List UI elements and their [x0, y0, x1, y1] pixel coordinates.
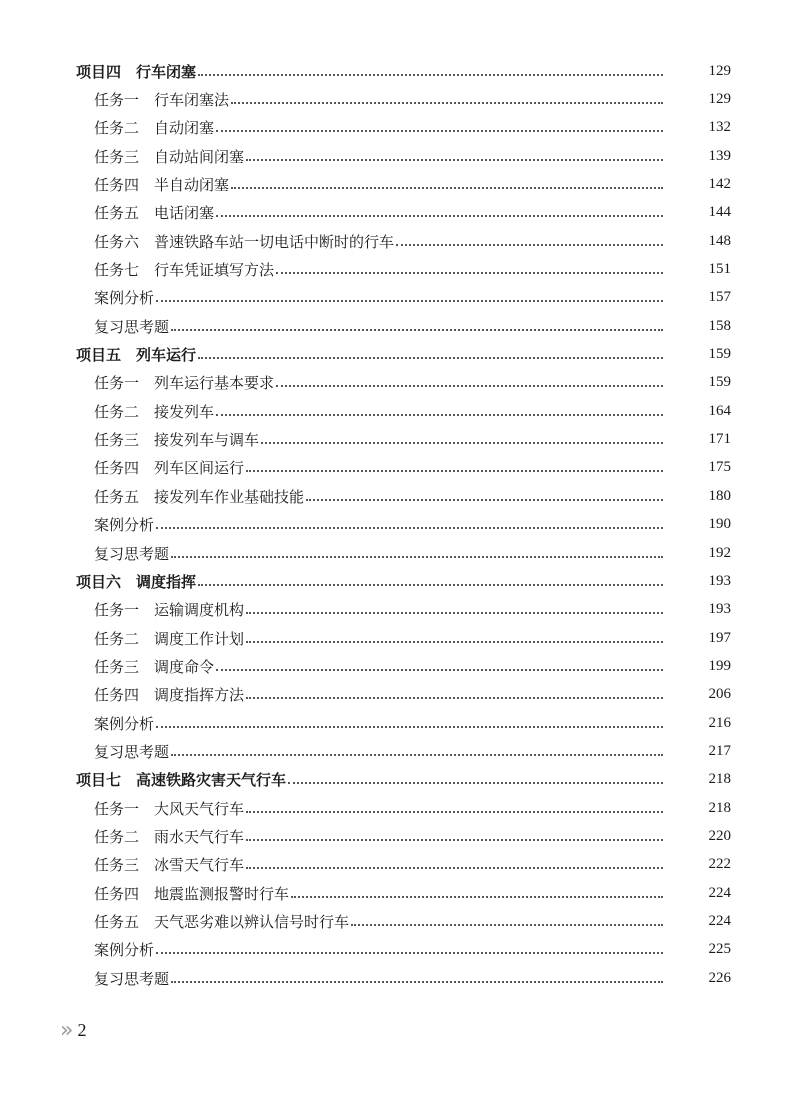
- toc-entry-page: 225: [708, 941, 731, 958]
- toc-entry-label: 任务三 接发列车与调车: [94, 431, 260, 450]
- toc-entry-label: 任务五 接发列车作业基础技能: [94, 487, 305, 506]
- toc-task-entry[interactable]: [0, 936, 790, 964]
- toc-task-entry[interactable]: [0, 822, 790, 850]
- dot-leader: [246, 611, 663, 614]
- toc-entry-label: 任务一 列车运行基本要求: [94, 374, 275, 393]
- dot-leader: [351, 923, 663, 926]
- dot-leader: [156, 725, 663, 728]
- toc-entry-label: 复习思考题: [94, 544, 170, 563]
- toc-entry-label: 项目五 列车运行: [76, 346, 197, 365]
- dot-leader: [171, 980, 663, 983]
- dot-leader: [246, 838, 663, 841]
- toc-entry-label: 任务一 行车闭塞法: [94, 91, 230, 110]
- toc-entry-label: 任务五 电话闭塞: [94, 204, 215, 223]
- toc-entry-label: 案例分析: [94, 289, 155, 308]
- toc-task-entry[interactable]: [0, 369, 790, 397]
- dot-leader: [288, 781, 663, 784]
- table-of-contents: [0, 57, 790, 992]
- dot-leader: [231, 186, 663, 189]
- toc-task-entry[interactable]: [0, 114, 790, 142]
- toc-entry-page: 158: [708, 317, 731, 334]
- toc-task-entry[interactable]: [0, 227, 790, 255]
- toc-entry-label: 任务三 调度命令: [94, 657, 215, 676]
- toc-task-entry[interactable]: [0, 596, 790, 624]
- toc-entry-label: 任务一 运输调度机构: [94, 601, 245, 620]
- toc-entry-page: 216: [708, 714, 731, 731]
- toc-entry-page: 180: [708, 487, 731, 504]
- toc-entry-page: 157: [708, 289, 731, 306]
- toc-entry-page: 206: [708, 686, 731, 703]
- toc-entry-page: 129: [708, 91, 731, 108]
- dot-leader: [246, 640, 663, 643]
- toc-task-entry[interactable]: [0, 624, 790, 652]
- toc-entry-label: 任务二 接发列车: [94, 402, 215, 421]
- toc-task-entry[interactable]: [0, 964, 790, 992]
- toc-entry-page: 129: [708, 62, 731, 79]
- toc-entry-label: 项目七 高速铁路灾害天气行车: [76, 771, 287, 790]
- toc-task-entry[interactable]: [0, 681, 790, 709]
- dot-leader: [216, 129, 663, 132]
- toc-entry-label: 任务二 雨水天气行车: [94, 827, 245, 846]
- toc-project-entry[interactable]: [0, 567, 790, 595]
- toc-entry-label: 任务五 天气恶劣难以辨认信号时行车: [94, 912, 350, 931]
- dot-leader: [246, 696, 663, 699]
- toc-entry-label: 任务七 行车凭证填写方法: [94, 261, 275, 280]
- toc-entry-page: 222: [708, 856, 731, 873]
- toc-entry-page: 159: [708, 346, 731, 363]
- toc-task-entry[interactable]: [0, 511, 790, 539]
- toc-entry-label: 复习思考题: [94, 742, 170, 761]
- toc-task-entry[interactable]: [0, 539, 790, 567]
- toc-entry-page: 144: [708, 204, 731, 221]
- dot-leader: [198, 583, 663, 586]
- toc-task-entry[interactable]: [0, 85, 790, 113]
- toc-task-entry[interactable]: [0, 652, 790, 680]
- toc-entry-page: 159: [708, 374, 731, 391]
- toc-entry-label: 任务四 地震监测报警时行车: [94, 884, 290, 903]
- toc-entry-page: 226: [708, 969, 731, 986]
- toc-entry-page: 164: [708, 402, 731, 419]
- toc-entry-label: 任务三 自动站间闭塞: [94, 147, 245, 166]
- toc-entry-label: 任务四 半自动闭塞: [94, 176, 230, 195]
- toc-entry-label: 任务四 列车区间运行: [94, 459, 245, 478]
- toc-entry-page: 190: [708, 516, 731, 533]
- dot-leader: [291, 895, 663, 898]
- toc-task-entry[interactable]: [0, 199, 790, 227]
- dot-leader: [261, 441, 663, 444]
- toc-entry-label: 任务二 调度工作计划: [94, 629, 245, 648]
- dot-leader: [156, 299, 663, 302]
- toc-task-entry[interactable]: [0, 907, 790, 935]
- toc-entry-label: 任务三 冰雪天气行车: [94, 856, 245, 875]
- dot-leader: [216, 668, 663, 671]
- toc-entry-page: 132: [708, 119, 731, 136]
- toc-task-entry[interactable]: [0, 284, 790, 312]
- toc-entry-label: 任务一 大风天气行车: [94, 799, 245, 818]
- toc-task-entry[interactable]: [0, 794, 790, 822]
- toc-entry-page: 171: [708, 431, 731, 448]
- toc-entry-page: 218: [708, 771, 731, 788]
- page-footer: [60, 1018, 86, 1043]
- dot-leader: [171, 328, 663, 331]
- toc-task-entry[interactable]: [0, 482, 790, 510]
- toc-entry-label: 任务四 调度指挥方法: [94, 686, 245, 705]
- dot-leader: [156, 951, 663, 954]
- dot-leader: [396, 243, 663, 246]
- dot-leader: [171, 555, 663, 558]
- toc-project-entry[interactable]: [0, 766, 790, 794]
- double-chevron-right-icon: »: [60, 1018, 68, 1043]
- toc-task-entry[interactable]: [0, 397, 790, 425]
- dot-leader: [156, 526, 663, 529]
- toc-entry-page: 151: [708, 261, 731, 278]
- toc-entry-label: 任务六 普速铁路车站一切电话中断时的行车: [94, 232, 395, 251]
- toc-entry-page: 224: [708, 912, 731, 929]
- toc-entry-page: 148: [708, 232, 731, 249]
- toc-task-entry[interactable]: [0, 425, 790, 453]
- toc-entry-page: 193: [708, 572, 731, 589]
- toc-task-entry[interactable]: [0, 142, 790, 170]
- dot-leader: [246, 158, 663, 161]
- toc-task-entry[interactable]: [0, 737, 790, 765]
- dot-leader: [216, 413, 663, 416]
- toc-project-entry[interactable]: [0, 57, 790, 85]
- dot-leader: [246, 866, 663, 869]
- toc-task-entry[interactable]: [0, 312, 790, 340]
- toc-task-entry[interactable]: [0, 851, 790, 879]
- toc-entry-label: 项目六 调度指挥: [76, 572, 197, 591]
- toc-entry-label: 案例分析: [94, 516, 155, 535]
- toc-entry-page: 218: [708, 799, 731, 816]
- dot-leader: [216, 214, 663, 217]
- toc-entry-page: 139: [708, 147, 731, 164]
- toc-entry-page: 224: [708, 884, 731, 901]
- dot-leader: [306, 498, 663, 501]
- toc-entry-page: 175: [708, 459, 731, 476]
- page-number: 2: [77, 1020, 87, 1040]
- toc-entry-label: 复习思考题: [94, 969, 170, 988]
- toc-entry-page: 220: [708, 827, 731, 844]
- dot-leader: [246, 810, 663, 813]
- toc-task-entry[interactable]: [0, 454, 790, 482]
- dot-leader: [276, 384, 663, 387]
- dot-leader: [276, 271, 663, 274]
- toc-entry-label: 复习思考题: [94, 317, 170, 336]
- toc-entry-label: 案例分析: [94, 941, 155, 960]
- toc-entry-label: 任务二 自动闭塞: [94, 119, 215, 138]
- dot-leader: [171, 753, 663, 756]
- toc-project-entry[interactable]: [0, 340, 790, 368]
- toc-task-entry[interactable]: [0, 170, 790, 198]
- dot-leader: [231, 101, 663, 104]
- toc-entry-page: 199: [708, 657, 731, 674]
- dot-leader: [198, 73, 663, 76]
- toc-entry-page: 193: [708, 601, 731, 618]
- toc-entry-page: 192: [708, 544, 731, 561]
- toc-entry-label: 项目四 行车闭塞: [76, 62, 197, 81]
- toc-entry-label: 案例分析: [94, 714, 155, 733]
- toc-task-entry[interactable]: [0, 879, 790, 907]
- toc-entry-page: 142: [708, 176, 731, 193]
- toc-task-entry[interactable]: [0, 255, 790, 283]
- toc-entry-page: 197: [708, 629, 731, 646]
- dot-leader: [198, 356, 663, 359]
- dot-leader: [246, 469, 663, 472]
- toc-task-entry[interactable]: [0, 709, 790, 737]
- toc-entry-page: 217: [708, 742, 731, 759]
